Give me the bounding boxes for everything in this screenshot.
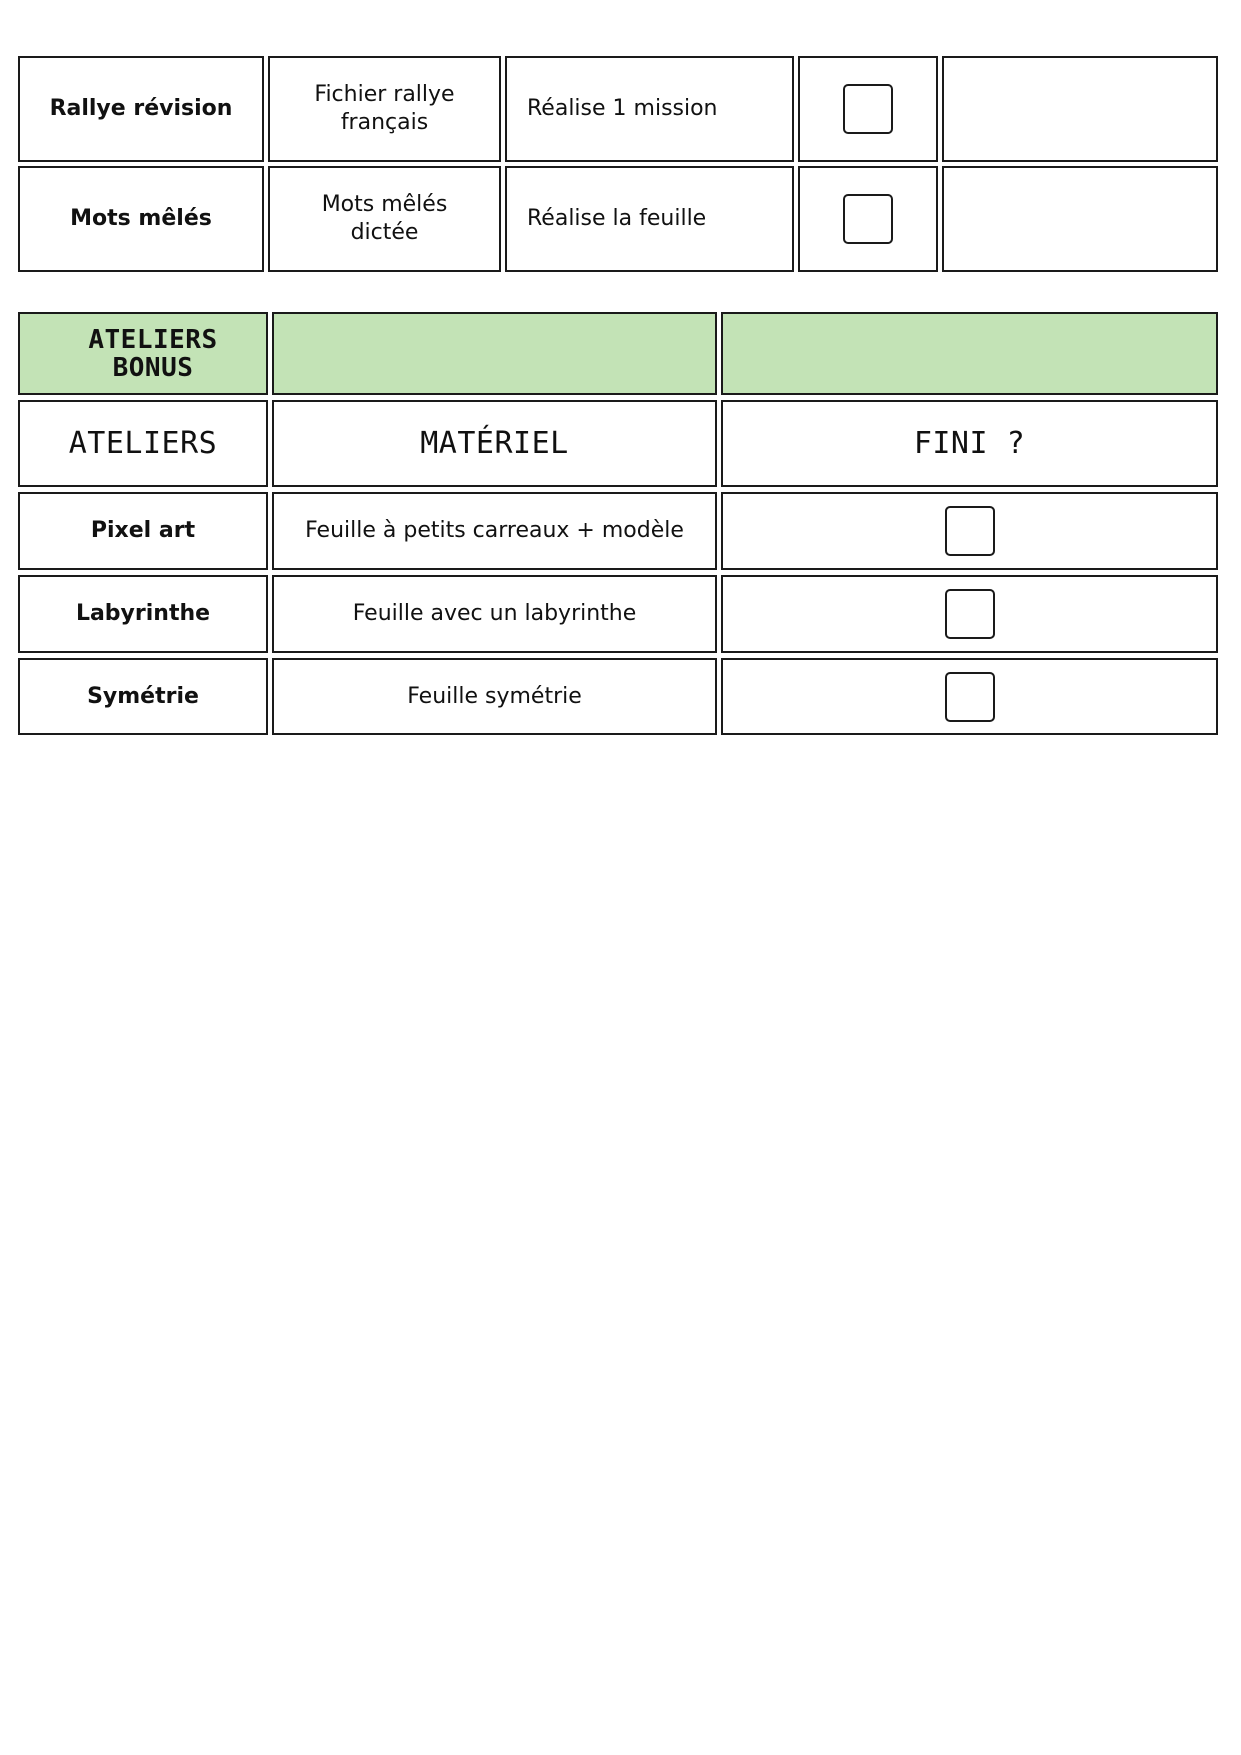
bonus-atelier-cell xyxy=(18,575,268,653)
header-fini xyxy=(721,400,1218,487)
done-checkbox[interactable] xyxy=(945,506,995,556)
atelier-cell xyxy=(18,56,264,162)
header-ateliers xyxy=(18,400,268,487)
bonus-title: ATELIERS BONUS xyxy=(88,324,218,383)
bonus-atelier-cell xyxy=(18,492,268,570)
bonus-title-blank-cell xyxy=(272,312,717,395)
done-checkbox[interactable] xyxy=(843,194,893,244)
materiel-cell xyxy=(268,166,501,272)
done-checkbox[interactable] xyxy=(945,589,995,639)
materiel-label: Mots mêlés dictée xyxy=(321,192,448,245)
checkbox-cell xyxy=(798,56,938,162)
done-checkbox[interactable] xyxy=(843,84,893,134)
bonus-atelier-label: Labyrinthe xyxy=(75,601,211,626)
consigne-cell xyxy=(505,56,794,162)
notes-cell[interactable] xyxy=(942,56,1218,162)
bonus-checkbox-cell xyxy=(721,492,1218,570)
materiel-label: Fichier rallye français xyxy=(314,82,455,135)
bonus-materiel-label: Feuille symétrie xyxy=(407,683,582,709)
checkbox-cell xyxy=(798,166,938,272)
header-materiel-label: MATÉRIEL xyxy=(420,425,569,461)
consigne-label: Réalise 1 mission xyxy=(527,96,718,121)
bonus-materiel-cell xyxy=(272,492,717,570)
materiel-cell xyxy=(268,56,501,162)
header-materiel xyxy=(272,400,717,487)
bonus-checkbox-cell xyxy=(721,658,1218,735)
bonus-checkbox-cell xyxy=(721,575,1218,653)
bonus-title-blank-cell xyxy=(721,312,1218,395)
atelier-label: Mots mêlés xyxy=(70,206,212,231)
atelier-label: Rallye révision xyxy=(49,96,233,121)
bonus-materiel-label: Feuille à petits carreaux + modèle xyxy=(305,518,684,543)
header-ateliers-label: ATELIERS xyxy=(68,425,218,461)
consigne-cell xyxy=(505,166,794,272)
bonus-atelier-cell xyxy=(18,658,268,735)
done-checkbox[interactable] xyxy=(945,672,995,722)
bonus-atelier-label: Pixel art xyxy=(90,518,196,543)
bonus-materiel-cell xyxy=(272,575,717,653)
header-fini-label: FINI ? xyxy=(913,425,1026,461)
consigne-label: Réalise la feuille xyxy=(527,206,707,231)
bonus-title-cell xyxy=(18,312,268,395)
bonus-materiel-label: Feuille avec un labyrinthe xyxy=(352,601,637,626)
atelier-cell xyxy=(18,166,264,272)
bonus-materiel-cell xyxy=(272,658,717,735)
bonus-atelier-label: Symétrie xyxy=(87,683,199,709)
notes-cell[interactable] xyxy=(942,166,1218,272)
